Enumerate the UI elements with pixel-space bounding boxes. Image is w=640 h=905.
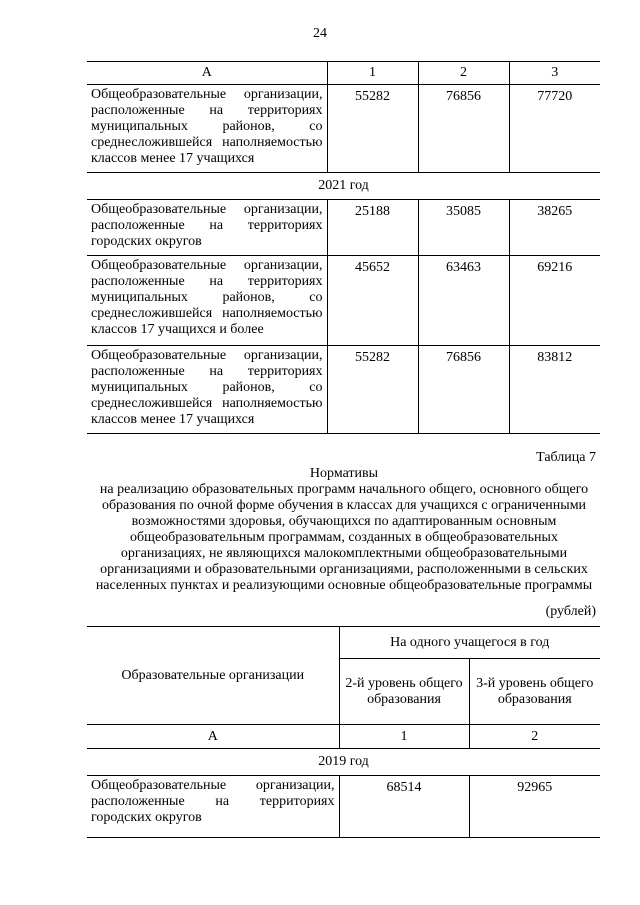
year-label: 2019 год <box>87 749 600 776</box>
header-cell: 2 <box>418 62 509 85</box>
index-cell: А <box>87 725 339 749</box>
index-cell: 1 <box>339 725 469 749</box>
header-cell: А <box>87 62 327 85</box>
table-header-row <box>87 62 600 85</box>
value-cell: 55282 <box>327 85 418 173</box>
header-group: На одного учащегося в год <box>339 627 600 659</box>
value-cell: 38265 <box>509 200 600 256</box>
header-cell: 1 <box>327 62 418 85</box>
year-label: 2021 год <box>87 173 600 200</box>
year-row <box>87 173 600 200</box>
table-number: Таблица 7 <box>536 450 596 465</box>
table-header-row <box>87 627 600 659</box>
header-org: Образовательные организации <box>87 627 339 725</box>
year-row <box>87 749 600 776</box>
value-cell: 25188 <box>327 200 418 256</box>
value-cell: 76856 <box>418 346 509 434</box>
value-cell: 69216 <box>509 256 600 346</box>
value-cell: 68514 <box>339 776 469 838</box>
table-row <box>87 85 600 173</box>
unit-label: (рублей) <box>545 604 596 619</box>
norms-table-7 <box>87 626 600 838</box>
row-label: Общеобразовательные организации, расположенные на территориях муниципальных районов, со среднесложившейся наполняемостью классов 17 учащихся и более <box>87 256 327 346</box>
table-row <box>87 200 600 256</box>
value-cell: 92965 <box>469 776 600 838</box>
value-cell: 77720 <box>509 85 600 173</box>
index-row <box>87 725 600 749</box>
row-label: Общеобразовательные организации, расположенные на территориях муниципальных районов, со среднесложившейся наполняемостью классов менее 17 учащихся <box>87 85 327 173</box>
value-cell: 35085 <box>418 200 509 256</box>
header-level-3: 3-й уровень общего образования <box>469 659 600 725</box>
table-title-heading: Нормативы <box>309 466 379 481</box>
value-cell: 55282 <box>327 346 418 434</box>
page-number: 24 <box>313 26 327 41</box>
table-row <box>87 256 600 346</box>
value-cell: 76856 <box>418 85 509 173</box>
header-level-2: 2-й уровень общего образования <box>339 659 469 725</box>
row-label: Общеобразовательные организации, расположенные на территориях городских округов <box>87 200 327 256</box>
table-row <box>87 346 600 434</box>
row-label: Общеобразовательные организации, расположенные на территориях городских округов <box>87 776 339 838</box>
table-row <box>87 776 600 838</box>
norms-table-continued <box>87 61 600 434</box>
index-cell: 2 <box>469 725 600 749</box>
value-cell: 63463 <box>418 256 509 346</box>
table-title-body: на реализацию образовательных программ начального общего, основного общего образования по очной форме обучения в классах для учащихся с ограниченными возможностями здоровья, обучающихся по адаптированным основным общеобразовательным программам, созданных в общеобразовательных организациях, не являющихся малокомплектными общеобразовательными организациями и образовательными организациями, расположенными в сельских населенных пунктах и реализующими основные общеобразовательные программы <box>95 482 593 593</box>
value-cell: 45652 <box>327 256 418 346</box>
value-cell: 83812 <box>509 346 600 434</box>
header-cell: 3 <box>509 62 600 85</box>
table-title <box>88 466 600 594</box>
row-label: Общеобразовательные организации, расположенные на территориях муниципальных районов, со среднесложившейся наполняемостью классов менее 17 учащихся <box>87 346 327 434</box>
